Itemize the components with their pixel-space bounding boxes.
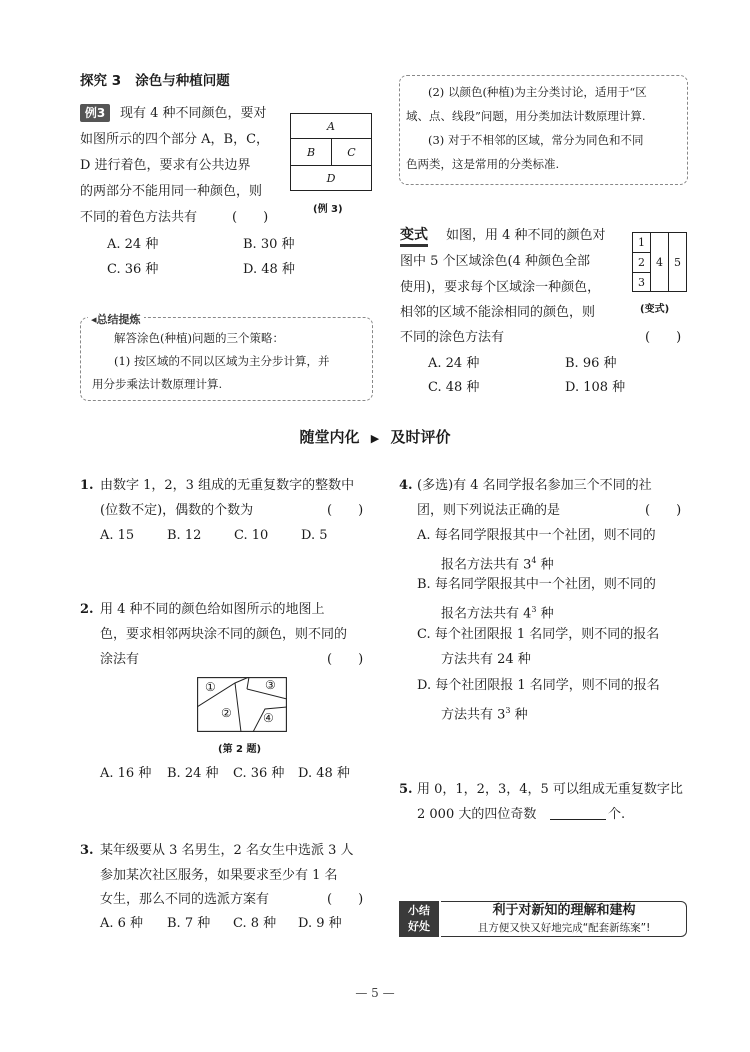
q2-figure-caption: (第 2 题) bbox=[218, 744, 262, 755]
variant-option-b: B. 96 种 bbox=[565, 356, 617, 371]
q2-option-c: C. 36 种 bbox=[233, 766, 285, 781]
summary-line-2: (1) 按区域的不同以区域为主分步计算，并 bbox=[114, 354, 330, 368]
q4-option-d-line-1: D. 每个社团限报 1 名同学，则不同的报名 bbox=[417, 678, 660, 693]
variant-line-3: 使用)，要求每个区域涂一种颜色， bbox=[400, 280, 601, 295]
q2-option-a: A. 16 种 bbox=[100, 766, 152, 781]
q4-option-b-line-1: B. 每名同学限报其中一个社团，则不同的 bbox=[417, 577, 656, 592]
example-line-4: 的两部分不能用同一种颜色，则 bbox=[80, 184, 263, 199]
q2-num: 2. bbox=[80, 602, 94, 617]
q4-num: 4. bbox=[399, 478, 413, 493]
q5-tail: 个. bbox=[608, 807, 626, 822]
summary-cont-line-2: 域、点、线段”问题，用分类加法计数原理计算. bbox=[406, 109, 646, 123]
q4-option-c-line-2: 方法共有 24 种 bbox=[441, 652, 531, 667]
section-title-left: 随堂内化 bbox=[299, 428, 360, 446]
q2-region-4: ④ bbox=[263, 711, 274, 725]
q1-line-2: (位数不定)，偶数的个数为 bbox=[100, 503, 254, 518]
variant-cell-4: 4 bbox=[650, 232, 669, 292]
summary-cont-line-1: (2) 以颜色(种植)为主分类讨论，适用于“区 bbox=[428, 85, 647, 99]
summary-line-1: 解答涂色(种植)问题的三个策略： bbox=[114, 331, 284, 345]
q3-option-d: D. 9 种 bbox=[298, 916, 342, 931]
q5-answer-blank[interactable] bbox=[550, 819, 606, 820]
q4-line-1: (多选)有 4 名同学报名参加三个不同的社 bbox=[417, 478, 652, 493]
q4-option-a-line-1: A. 每名同学限报其中一个社团，则不同的 bbox=[417, 528, 656, 543]
q1-option-b: B. 12 bbox=[167, 528, 202, 543]
q2-region-2: ② bbox=[221, 706, 232, 720]
variant-cell-1: 1 bbox=[632, 232, 651, 253]
variant-line-1: 如图，用 4 种不同的颜色对 bbox=[446, 228, 606, 243]
variant-figure bbox=[632, 232, 687, 292]
summary-arrow-icon: ◂ bbox=[91, 313, 97, 326]
q1-num: 1. bbox=[80, 478, 94, 493]
explore-heading bbox=[80, 70, 230, 93]
variant-cell-2: 2 bbox=[632, 252, 651, 273]
variant-option-a: A. 24 种 bbox=[428, 356, 480, 371]
example-option-a: A. 24 种 bbox=[107, 237, 159, 252]
q2-line-3: 涂法有 bbox=[100, 652, 140, 667]
q2-line-2: 色，要求相邻两块涂不同的颜色，则不同的 bbox=[100, 627, 348, 642]
q4-paren: ( ) bbox=[645, 503, 682, 518]
summary-line-3: 用分步乘法计数原理计算. bbox=[92, 377, 223, 391]
q2-line-1: 用 4 种不同的颜色给如图所示的地图上 bbox=[100, 602, 325, 617]
q4-line-2: 团，则下列说法正确的是 bbox=[417, 503, 561, 518]
summary-tag bbox=[88, 311, 144, 327]
q3-num: 3. bbox=[80, 843, 94, 858]
banner-badge-bottom: 好处 bbox=[408, 920, 430, 933]
q3-option-c: C. 8 种 bbox=[233, 916, 277, 931]
banner-title: 利于对新知的理解和建构 bbox=[492, 903, 636, 918]
variant-paren: ( ) bbox=[645, 330, 682, 345]
example-option-c: C. 36 种 bbox=[107, 262, 159, 277]
q3-paren: ( ) bbox=[327, 892, 364, 907]
variant-line-5: 不同的涂色方法有 bbox=[400, 330, 505, 345]
variant-cell-3: 3 bbox=[632, 272, 651, 292]
example-paren: ( ) bbox=[232, 210, 269, 225]
variant-cell-5: 5 bbox=[668, 232, 687, 292]
variant-badge: 变式 bbox=[400, 227, 428, 247]
example-figure-caption: (例 3) bbox=[313, 204, 343, 215]
figure-cell-d: D bbox=[290, 165, 372, 191]
variant-line-4: 相邻的区域不能涂相同的颜色，则 bbox=[400, 305, 596, 320]
q3-option-b: B. 7 种 bbox=[167, 916, 211, 931]
q2-paren: ( ) bbox=[327, 652, 364, 667]
figure-cell-c: C bbox=[331, 138, 372, 166]
banner-badge-top: 小结 bbox=[408, 904, 430, 917]
page-number: — 5 — bbox=[355, 986, 395, 1000]
q2-region-3: ③ bbox=[265, 678, 276, 692]
summary-tag-label: 总结提炼 bbox=[96, 313, 141, 326]
q2-map-figure bbox=[197, 677, 287, 732]
q3-line-2: 参加某次社区服务，如果要求至少有 1 名 bbox=[100, 868, 338, 883]
q3-line-1: 某年级要从 3 名男生，2 名女生中选派 3 人 bbox=[100, 843, 354, 858]
q2-region-1: ① bbox=[205, 680, 216, 694]
explore-heading-title: 涂色与种植问题 bbox=[135, 73, 230, 89]
q4-option-c-line-1: C. 每个社团限报 1 名同学，则不同的报名 bbox=[417, 627, 660, 642]
example-line-5: 不同的着色方法共有 bbox=[80, 210, 198, 225]
q3-option-a: A. 6 种 bbox=[100, 916, 144, 931]
q3-line-3: 女生，那么不同的选派方案有 bbox=[100, 892, 270, 907]
q4-option-b-line-2: 报名方法共有 $4^3$ 种 bbox=[441, 605, 554, 622]
example-figure bbox=[290, 113, 372, 191]
figure-cell-b: B bbox=[290, 138, 332, 166]
section-arrow-icon: ▶ bbox=[370, 432, 380, 445]
q5-line-2: 2 000 大的四位奇数 bbox=[417, 807, 537, 822]
banner-subtitle: 且方便又快又好地完成“配套新练案”! bbox=[477, 922, 651, 934]
variant-line-2: 图中 5 个区域涂色(4 种颜色全部 bbox=[400, 254, 591, 269]
banner-badge bbox=[399, 901, 439, 937]
summary-cont-line-3: (3) 对于不相邻的区域，常分为同色和不同 bbox=[428, 133, 644, 147]
figure-cell-a: A bbox=[290, 113, 372, 139]
example-line-1: 现有 4 种不同颜色，要对 bbox=[120, 106, 267, 121]
example-option-d: D. 48 种 bbox=[243, 262, 295, 277]
summary-cont-line-4: 色两类，这是常用的分类标准. bbox=[406, 157, 560, 171]
example-badge: 例3 bbox=[80, 104, 110, 122]
q1-option-c: C. 10 bbox=[234, 528, 269, 543]
q4-option-a-line-2: 报名方法共有 $3^4$ 种 bbox=[441, 556, 554, 573]
example-option-b: B. 30 种 bbox=[243, 237, 295, 252]
q4-option-d-line-2: 方法共有 $3^3$ 种 bbox=[441, 706, 528, 723]
q2-option-d: D. 48 种 bbox=[298, 766, 350, 781]
explore-heading-num: 探究 3 bbox=[80, 73, 122, 89]
q5-line-1: 用 0，1，2，3，4，5 可以组成无重复数字比 bbox=[417, 782, 683, 797]
q1-option-d: D. 5 bbox=[301, 528, 328, 543]
section-title-right: 及时评价 bbox=[390, 428, 451, 446]
example-line-3: D 进行着色，要求有公共边界 bbox=[80, 158, 251, 173]
q1-paren: ( ) bbox=[327, 503, 364, 518]
example-line-2: 如图所示的四个部分 A，B，C， bbox=[80, 132, 270, 147]
q1-line-1: 由数字 1，2，3 组成的无重复数字的整数中 bbox=[100, 478, 355, 493]
variant-option-d: D. 108 种 bbox=[565, 380, 626, 395]
q1-option-a: A. 15 bbox=[100, 528, 135, 543]
variant-option-c: C. 48 种 bbox=[428, 380, 480, 395]
q5-num: 5. bbox=[399, 782, 413, 797]
section-title bbox=[0, 426, 750, 447]
variant-figure-caption: (变式) bbox=[640, 304, 670, 315]
q2-option-b: B. 24 种 bbox=[167, 766, 219, 781]
